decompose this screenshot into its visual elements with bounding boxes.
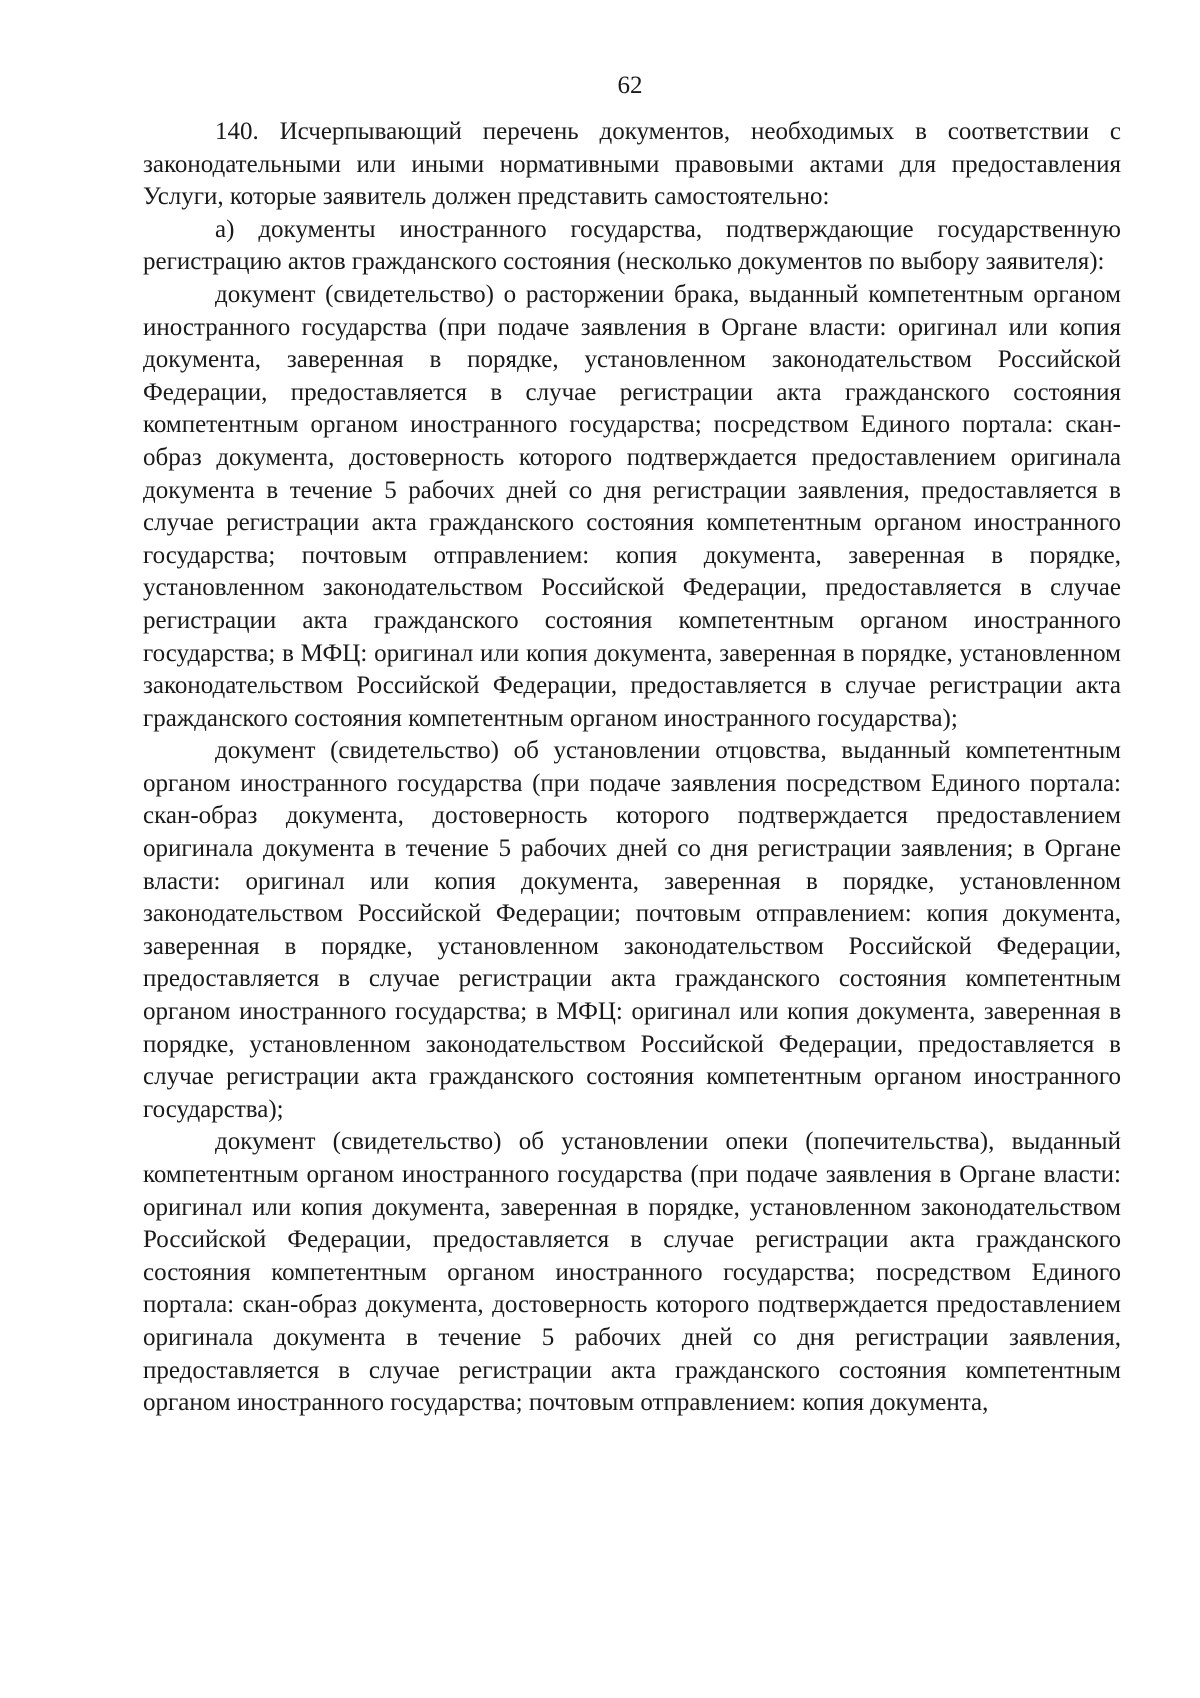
paragraph-item-a: а) документы иностранного государства, подтверждающие государственную регистрацию актов гражданского состояния (несколько документов по выбору заявителя): xyxy=(143,215,1121,276)
paragraph-140-intro: 140. Исчерпывающий перечень документов, необходимых в соответствии с законодательными или иными нормативными правовыми актами для предоставления Услуги, которые заявитель должен представить самостоятельно: xyxy=(143,118,1121,211)
paragraph-guardianship-certificate: документ (свидетельство) об установлении опеки (попечительства), выданный компетентным органом иностранного государства (при подаче заявления в Органе власти: оригинал или копия документа, заверенная в порядке, установленном законодательством Российской Федерации, предоставляется в случае регистрации акта гражданского состояния компетентным органом иностранного государства; посредством Единого портала: скан-образ документа, достоверность которого подтверждается предоставлением оригинала документа в течение 5 рабочих дней со дня регистрации заявления, предоставляется в случае регистрации акта гражданского состояния компетентным органом иностранного государства; почтовым отправлением: копия документа, xyxy=(143,1128,1121,1417)
paragraph-paternity-certificate: документ (свидетельство) об установлении отцовства, выданный компетентным органом иностранного государства (при подаче заявления посредством Единого портала: скан-образ документа, достоверность которого подтверждается предоставлением оригинала документа в течение 5 рабочих дней со дня регистрации заявления; в Органе власти: оригинал или копия документа, заверенная в порядке, установленном законодательством Российской Федерации; почтовым отправлением: копия документа, заверенная в порядке, установленном законодательством Российской Федерации, предоставляется в случае регистрации акта гражданского состояния компетентным органом иностранного государства; в МФЦ: оригинал или копия документа, заверенная в порядке, установленном законодательством Российской Федерации, предоставляется в случае регистрации акта гражданского состояния компетентным органом иностранного государства); xyxy=(143,737,1121,1123)
document-body xyxy=(143,116,1121,1420)
page-number: 62 xyxy=(617,72,643,99)
paragraph-divorce-certificate: документ (свидетельство) о расторжении брака, выданный компетентным органом иностранного государства (при подаче заявления в Органе власти: оригинал или копия документа, заверенная в порядке, установленном законодательством Российской Федерации, предоставляется в случае регистрации акта гражданского состояния компетентным органом иностранного государства; посредством Единого портала: скан-образ документа, достоверность которого подтверждается предоставлением оригинала документа в течение 5 рабочих дней со дня регистрации заявления, предоставляется в случае регистрации акта гражданского состояния компетентным органом иностранного государства; почтовым отправлением: копия документа, заверенная в порядке, установленном законодательством Российской Федерации, предоставляется в случае регистрации акта гражданского состояния компетентным органом иностранного государства; в МФЦ: оригинал или копия документа, заверенная в порядке, установленном законодательством Российской Федерации, предоставляется в случае регистрации акта гражданского состояния компетентным органом иностранного государства); xyxy=(143,280,1121,732)
